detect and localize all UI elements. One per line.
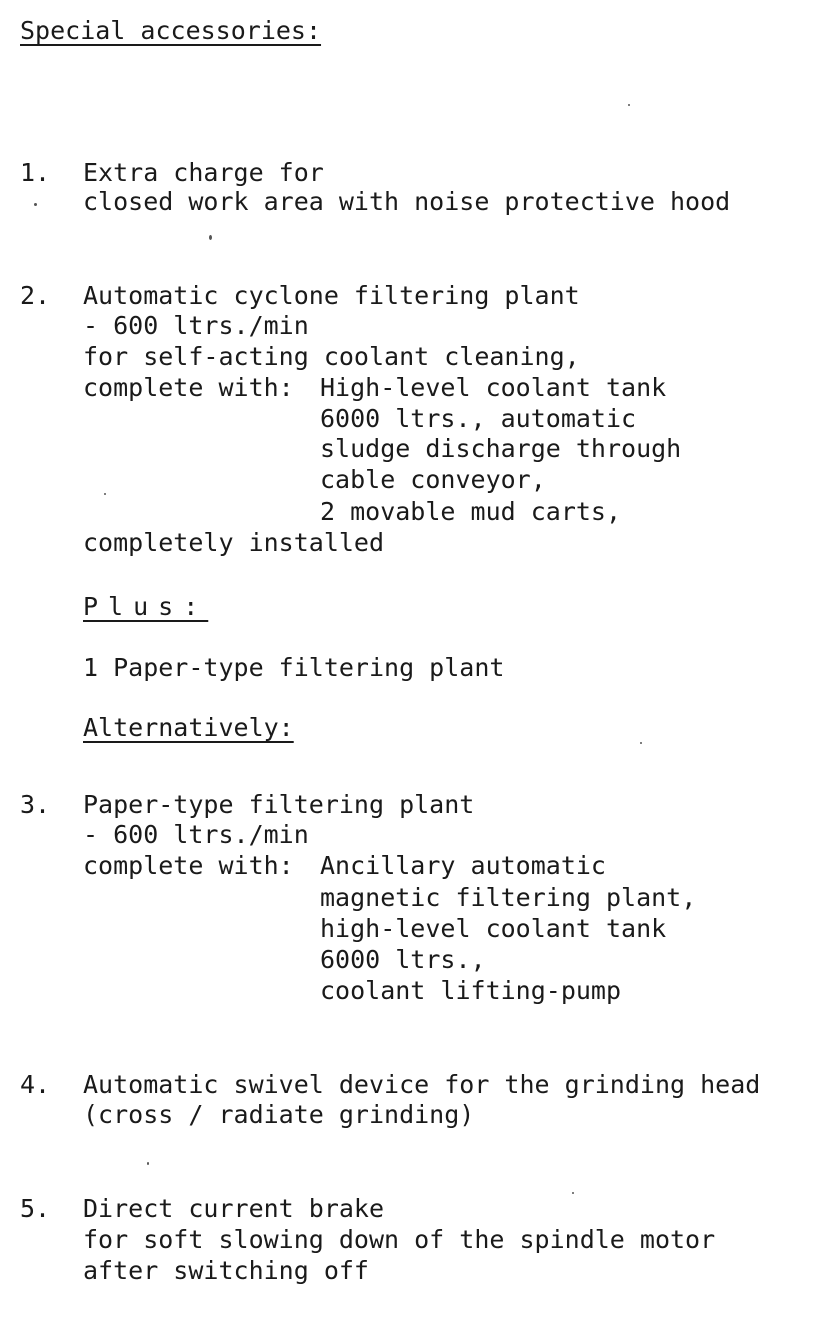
scan-speck <box>209 235 212 240</box>
plus-item: 1 Paper-type filtering plant <box>83 653 505 682</box>
item-2-line-2: - 600 ltrs./min <box>83 311 309 340</box>
item-2-complete-line-2: 6000 ltrs., automatic <box>320 404 637 433</box>
item-2-line-3: for self-acting coolant cleaning, <box>83 342 580 371</box>
item-5-line-1: Direct current brake <box>83 1194 385 1223</box>
item-5-number: 5. <box>20 1194 51 1223</box>
item-2-number: 2. <box>20 281 51 310</box>
item-2-complete-label: complete with: <box>83 373 294 402</box>
scan-speck <box>640 742 642 744</box>
scan-speck <box>104 493 106 495</box>
item-1-line-1: Extra charge for <box>83 158 324 187</box>
item-5-line-3: after switching off <box>83 1256 369 1285</box>
item-3-complete-line-5: coolant lifting-pump <box>320 976 622 1005</box>
scan-speck <box>147 1162 149 1165</box>
item-2-line-1: Automatic cyclone filtering plant <box>83 281 580 310</box>
item-2-complete-line-5: 2 movable mud carts, <box>320 497 622 526</box>
alternatively-heading: Alternatively: <box>83 713 294 742</box>
item-4-line-2: (cross / radiate grinding) <box>83 1100 475 1129</box>
item-3-complete-line-3: high-level coolant tank <box>320 914 667 943</box>
item-4-line-1: Automatic swivel device for the grinding head <box>83 1070 761 1099</box>
scan-speck <box>34 203 37 206</box>
item-3-line-1: Paper-type filtering plant <box>83 790 475 819</box>
item-3-complete-label: complete with: <box>83 851 294 880</box>
item-3-line-2: - 600 ltrs./min <box>83 820 309 849</box>
item-2-closing: completely installed <box>83 528 385 557</box>
item-1-line-2: closed work area with noise protective hood <box>83 187 731 216</box>
item-2-complete-line-1: High-level coolant tank <box>320 373 667 402</box>
section-heading: Special accessories: <box>20 16 322 45</box>
item-4-number: 4. <box>20 1070 51 1099</box>
item-2-complete-line-3: sludge discharge through <box>320 434 682 463</box>
item-5-line-2: for soft slowing down of the spindle motor <box>83 1225 716 1254</box>
item-3-complete-line-2: magnetic filtering plant, <box>320 883 697 912</box>
item-3-complete-line-4: 6000 ltrs., <box>320 945 486 974</box>
item-3-complete-line-1: Ancillary automatic <box>320 851 606 880</box>
item-3-number: 3. <box>20 790 51 819</box>
item-1-number: 1. <box>20 158 51 187</box>
plus-heading: Plus: <box>83 592 209 621</box>
item-2-complete-line-4: cable conveyor, <box>320 465 546 494</box>
scan-speck <box>572 1192 574 1194</box>
scan-speck <box>628 104 630 106</box>
